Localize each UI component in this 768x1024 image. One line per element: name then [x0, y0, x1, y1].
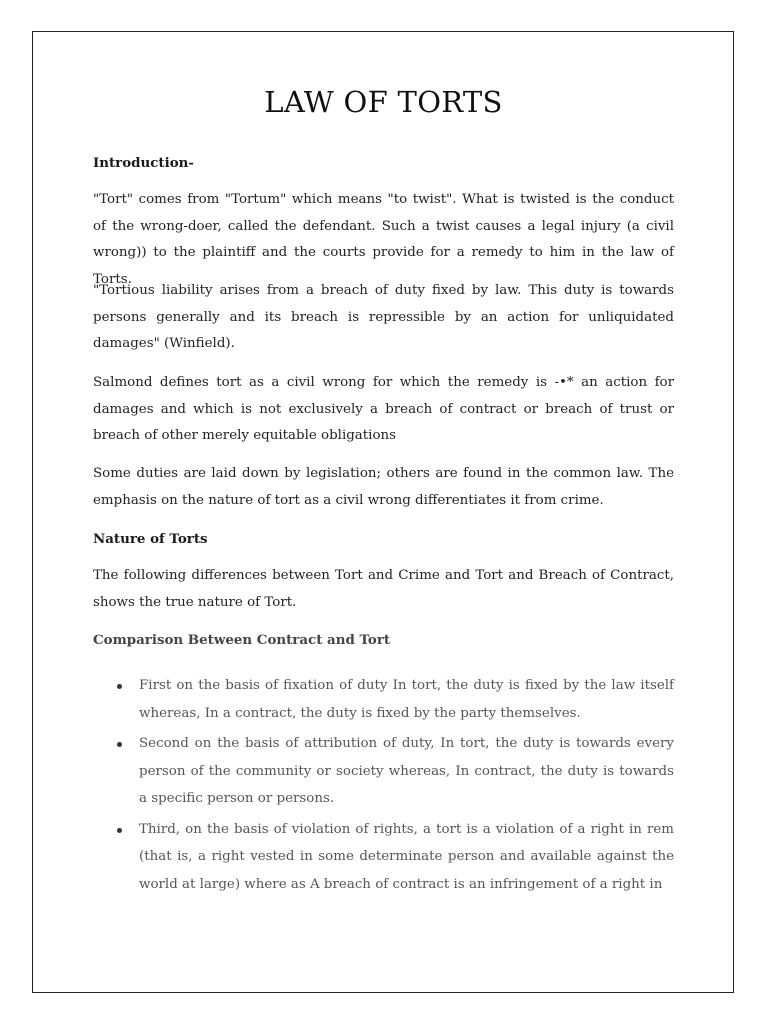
intro-paragraph-4: Some duties are laid down by legislation; others are found in the common law. The emphasis on the nature of tort as a civil wrong differentiates it from crime.: [93, 466, 674, 508]
list-item-text: First on the basis of fixation of duty In tort, the duty is fixed by the law itself whereas, In a contract, the duty is fixed by the party themselves.: [139, 678, 674, 721]
list-item-text: Third, on the basis of violation of rights, a tort is a violation of a right in rem (that is, a right vested in some determinate person and available against the world at large) where as A breach of contract is an infringement of a right in: [139, 821, 674, 892]
intro-paragraph-1: "Tort" comes from "Tortum" which means "to twist". What is twisted is the conduct of the wrong-doer, called the defendant. Such a twist causes a legal injury (a civil wrong)) to the plaintiff and the courts provide for a remedy to him in the law of Torts.: [93, 192, 674, 287]
list-item: [93, 730, 674, 813]
intro-paragraph-2: "Tortious liability arises from a breach of duty fixed by law. This duty is towards persons generally and its breach is repressible by an action for unliquidated damages" (Winfield).: [93, 283, 674, 351]
intro-paragraph-3: Salmond defines tort as a civil wrong for which the remedy is -•* an action for damages and which is not exclusively a breach of contract or breach of trust or breach of other merely equitable obligations: [93, 375, 674, 443]
bullet-icon: [117, 684, 122, 689]
nature-paragraph: The following differences between Tort and Crime and Tort and Breach of Contract, shows the true nature of Tort.: [93, 568, 674, 610]
list-item: [93, 672, 674, 727]
introduction-heading: Introduction-: [93, 155, 194, 171]
document-title: LAW OF TORTS: [264, 85, 503, 119]
list-item: [93, 816, 674, 899]
comparison-heading: Comparison Between Contract and Tort: [93, 632, 391, 648]
comparison-list: [93, 672, 674, 901]
bullet-icon: [117, 828, 122, 833]
list-item-text: Second on the basis of attribution of duty, In tort, the duty is towards every person of the community or society whereas, In contract, the duty is towards a specific person or persons.: [139, 736, 674, 806]
bullet-icon: [117, 742, 122, 747]
nature-heading: Nature of Torts: [93, 531, 208, 547]
